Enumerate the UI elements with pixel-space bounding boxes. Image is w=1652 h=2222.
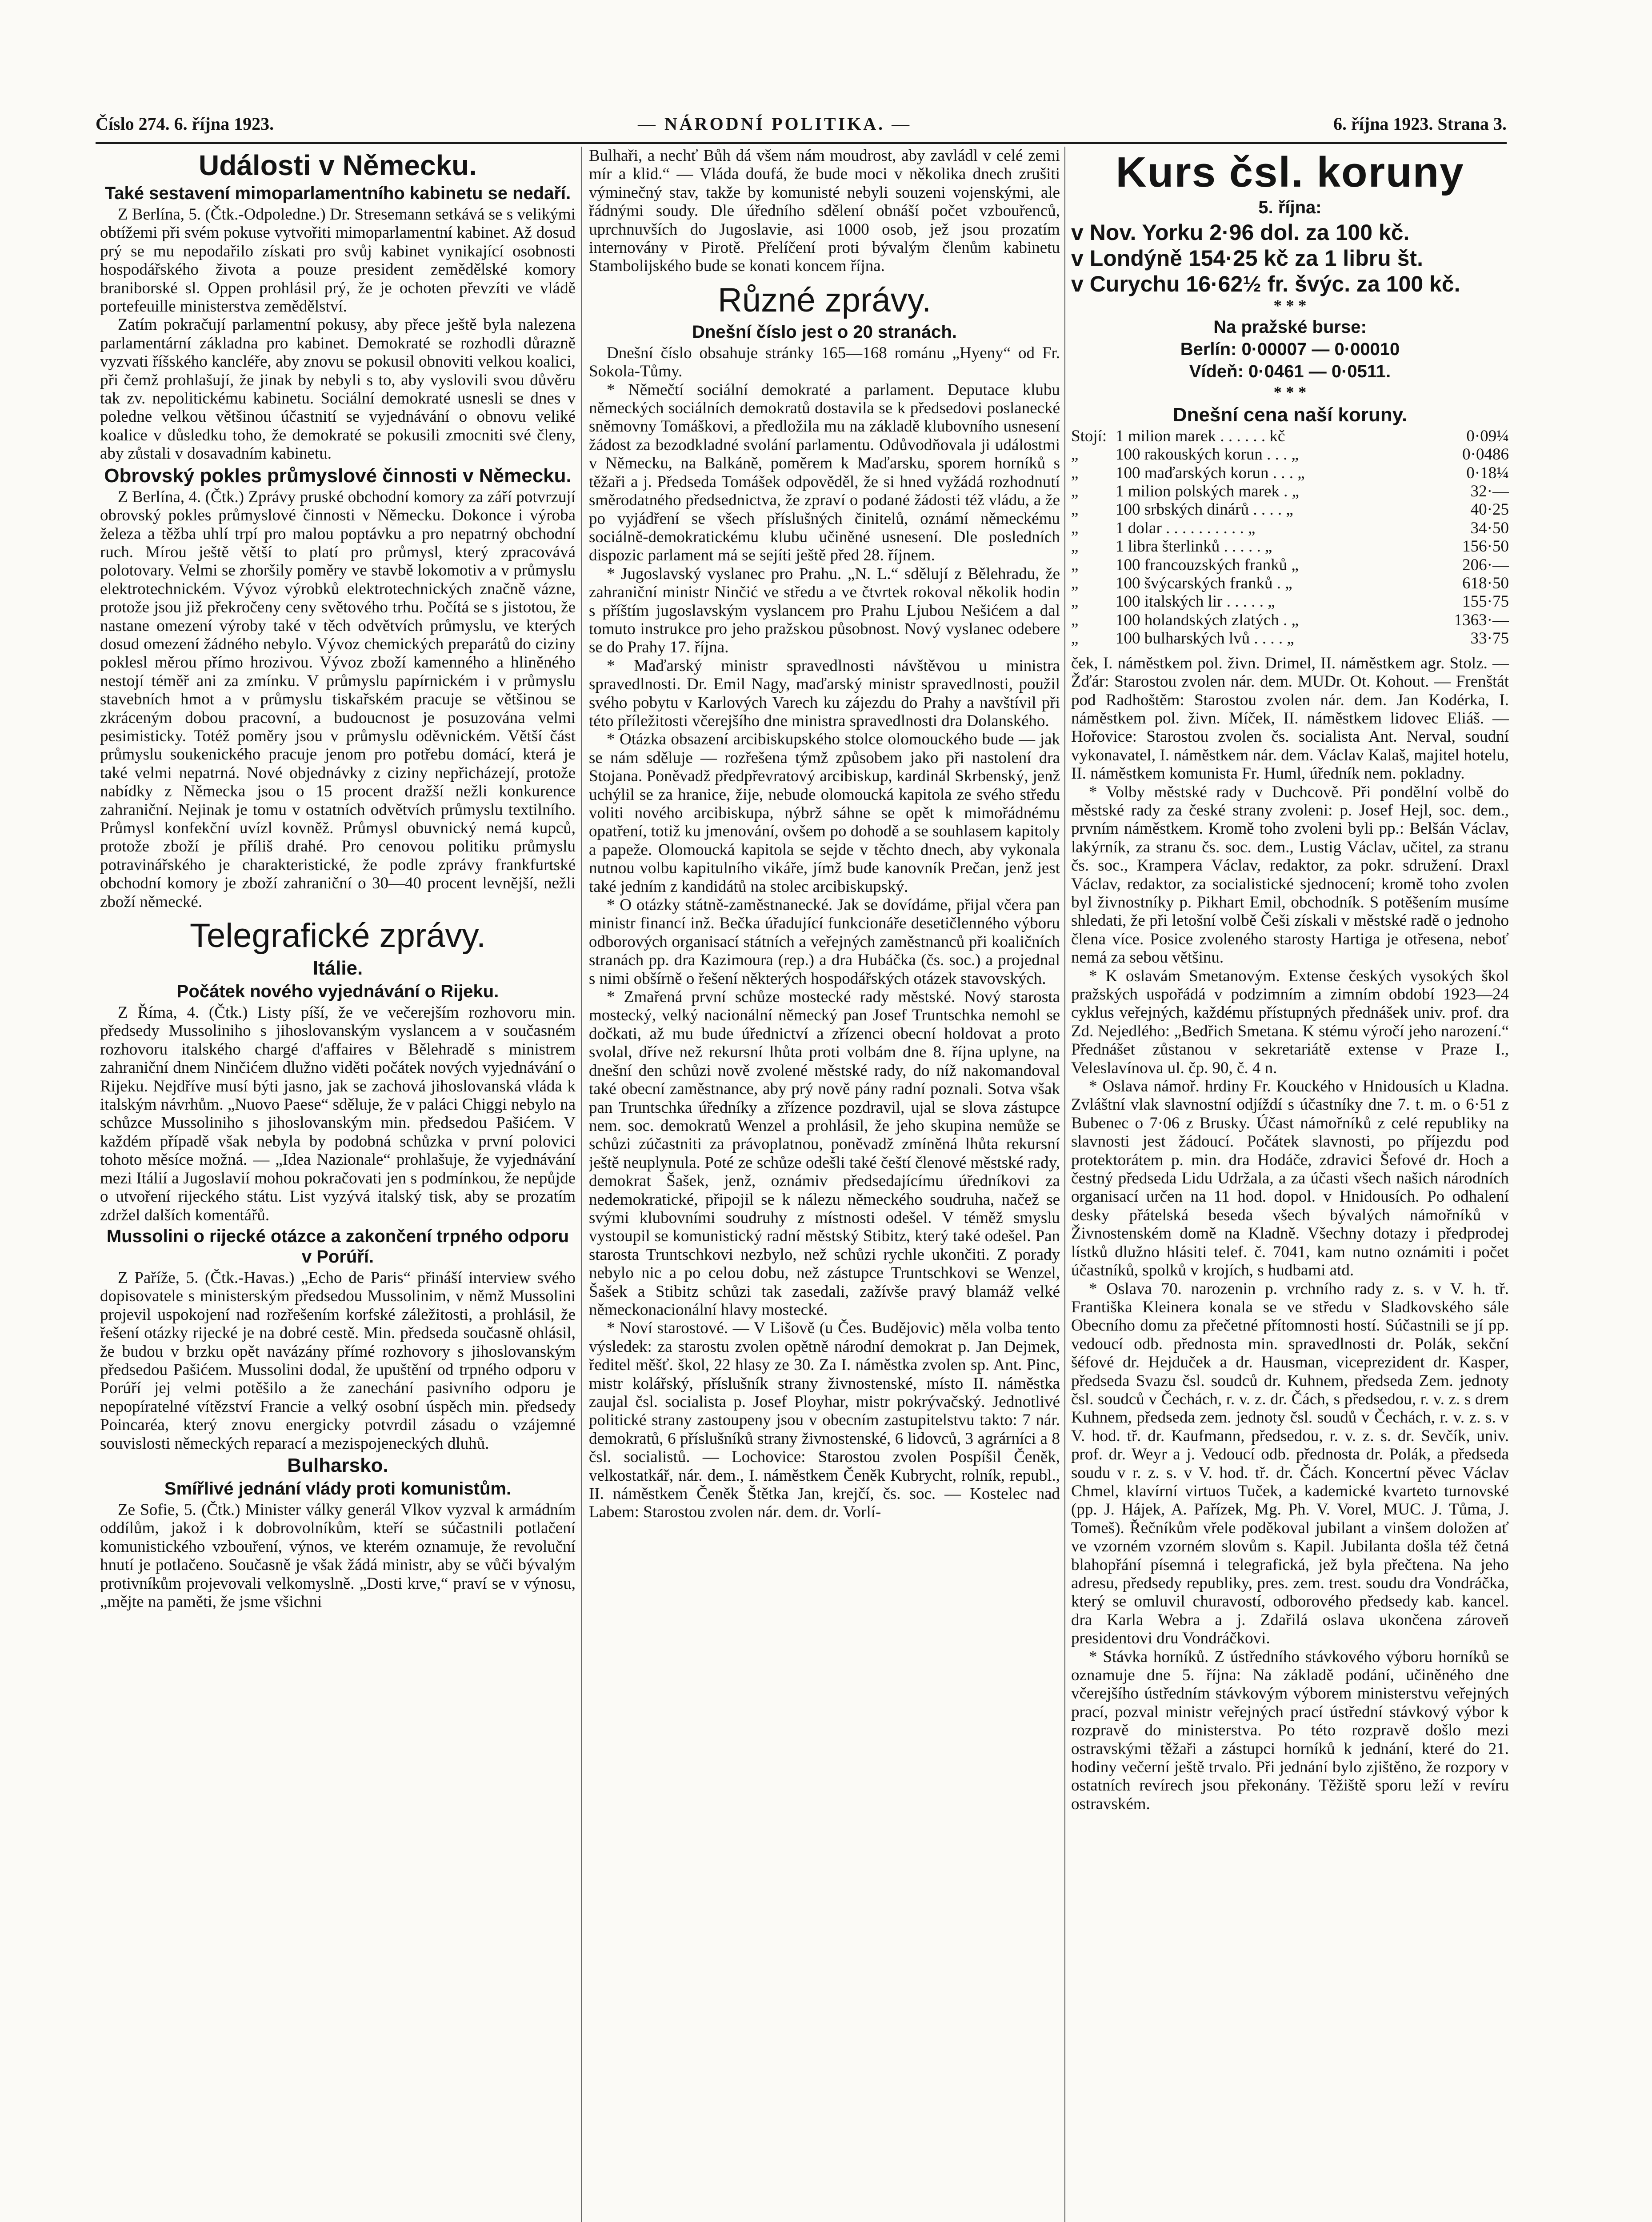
exchange-rate-new-york: v Nov. Yorku 2·96 dol. za 100 kč. — [1071, 220, 1410, 245]
article-heading-bulgaria: Bulharsko. — [287, 1454, 388, 1476]
price-value: 40·25 — [1470, 500, 1509, 519]
price-value: 156·50 — [1462, 537, 1509, 556]
price-row — [1071, 464, 1509, 482]
price-value: 618·50 — [1462, 574, 1509, 593]
price-prefix: „ — [1071, 464, 1079, 482]
article-paragraph: Z Říma, 4. (Čtk.) Listy píší, že ve večerejším rozhovoru min. předsedy Mussoliniho s jihoslovanským vyslancem a v současném rozhovoru italského chargé d'affaires v Bělehradě s ministrem zahraniční dnem Ninčićem dlužno viděti počátek nových vyjednávání o Rijeku. Nejdříve musí býti jasno, jak se zachová jihoslovanská vláda k italským návrhům. „Nuovo Paese“ sděluje, že v paláci Chiggi nebylo na schůzce Mussoliniho s jihoslovanským min. předsedou Pašićem. V každém případě však nebyla by podobná schůzka v první polovici tohoto měsíce možná. — „Idea Nazionale“ prohlašuje, že vyjednávání mezi Itálií a Jugoslavií mohou pokračovati jen s podmínkou, že nepůjde o utvoření rijeckého státu. List vyzývá italský tisk, aby se prozatím zdržel dalších komentářů. — [100, 1003, 576, 1224]
price-row — [1071, 556, 1509, 574]
price-row — [1071, 592, 1509, 611]
price-prefix: „ — [1071, 519, 1079, 537]
price-prefix: „ — [1071, 500, 1079, 519]
price-prefix: „ — [1071, 592, 1079, 611]
price-row — [1071, 629, 1509, 647]
price-row — [1071, 519, 1509, 537]
price-item: 1 libra šterlinků . . . . . „ — [1116, 537, 1272, 556]
price-prefix: „ — [1071, 629, 1079, 648]
price-item: 1 dolar . . . . . . . . . . „ — [1116, 519, 1256, 537]
article-paragraph: Z Paříže, 5. (Čtk.-Havas.) „Echo de Paris“ přináší interview svého dopisovatele s ministerským předsedou Mussolinim, v němž Mussolini projevil uspokojení nad rozřešením korfské záležitosti, a prohlásil, že řešení otázky rijecké je na dobré cestě. Min. předseda současně ohlásil, že budou v brzku opět navázány přímé rozhovory s jihoslovanským předsedou Pašićem. Mussolini dodal, že upuštění od trpného odporu v Porúří jej velmi potěšilo a že zanechání pasivního odporu je nepopíratelné vítězství Francie a velký osobní úspěch min. předsedy Poincaréa, který znovu energicky potvrdil zásadu o vzájemné souvislosti německých reparací a mezispojeneckých dluhů. — [100, 1268, 576, 1453]
article-paragraph: Dnešní číslo obsahuje stránky 165—168 románu „Hyeny“ od Fr. Sokola-Tůmy. — [589, 344, 1060, 381]
price-prefix: „ — [1071, 574, 1079, 593]
article-heading-italy: Itálie. — [312, 957, 363, 979]
article-subheading-cabinet: Také sestavení mimoparlamentního kabinetu se nedaří. — [104, 184, 571, 203]
section-heading-news: Různé zprávy. — [717, 281, 932, 319]
price-value: 206·— — [1462, 556, 1509, 574]
price-item: 100 rakouských korun . . . „ — [1116, 445, 1299, 464]
article-subheading-communists: Smířlivé jednání vlády proti komunistům. — [164, 1479, 512, 1499]
price-row — [1071, 574, 1509, 592]
issue-pages-note: Dnešní číslo jest o 20 stranách. — [692, 322, 957, 342]
price-item: 100 italských lir . . . . . „ — [1116, 592, 1275, 611]
article-paragraph: ček, I. náměstkem pol. živn. Drimel, II. náměstkem agr. Stolz. — Žďár: Starostou zvolen nár. dem. MUDr. Ot. Kohout. — Frenštát pod Radhoštěm: Starostou zvolen nár. dem. Jan Kodérka, I. náměstkem pol. živn. Míček, II. náměstkem lidovec Eliáš. — Hořovice: Starostou zvolen čs. socialista Ant. Nerval, soudní vykonavatel, I. náměstkem nár. dem. Václav Kalaš, majitel hotelu, II. náměstkem komunista Fr. Huml, úředník nem. pokladny. — [1071, 654, 1509, 783]
divider-stars: * * * — [1273, 384, 1307, 402]
article-paragraph: * Maďarský ministr spravedlnosti návštěvou u ministra spravedlnosti. Dr. Emil Nagy, maďarský ministr spravedlnosti, použil svého pobytu v Karlových Varech ku zájezdu do Prahy a navštívil při této příležitosti včerejšího dne ministra spravedlnosti dra Dolanského. — [589, 656, 1060, 730]
price-row — [1071, 611, 1509, 629]
divider-stars: * * * — [1273, 297, 1307, 315]
header-rule — [96, 142, 1507, 144]
article-paragraph: Z Berlína, 5. (Čtk.-Odpoledne.) Dr. Stresemann setkává se s velikými obtížemi při svém pokuse vytvořiti mimoparlamentní kabinet. Až dosud prý se mu nepodařilo získati pro svůj kabinet vynikající osobnosti hospodářského života a pouze president zemědělské komory braniborské sl. Oppen prohlásil prý, že je ochoten převzíti ve vládě portefeuille ministerstva zemědělství. — [100, 205, 576, 316]
page-header — [96, 113, 1507, 144]
page-date-number: 6. října 1923. Strana 3. — [1333, 114, 1507, 134]
price-item: 100 bulharských lvů . . . . „ — [1116, 629, 1294, 648]
article-paragraph: * Oslava námoř. hrdiny Fr. Kouckého v Hnidousích u Kladna. Zvláštní vlak slavnostní odjíždí s účastníky dne 7. t. m. o 6·51 z Bubenec o 7·06 z Brusky. Účast námořníků z celé republiky na slavnosti jest žádoucí. Počátek slavnosti, po příjezdu pod protektorátem p. min. dra Hodáče, zdravici Šefové dr. Hoch a čestný předseda Lidu Udržala, a za účasti všech našich národních organisací určen na 11 hod. dopol. v Hnidousích. Po odhalení desky přátelská beseda všech bývalých námořníků v Živnostenském domě na Kladně. Všechny dotazy i předprodej lístků dlužno hlásiti telef. č. 7041, kam nutno oznámiti i počet účastníků, spolků v krojích, s hudbami atd. — [1071, 1077, 1509, 1280]
price-row — [1071, 500, 1509, 519]
column-2 — [589, 147, 1060, 2222]
burse-vienna: Vídeň: 0·0461 — 0·0511. — [1189, 362, 1391, 382]
price-value: 34·50 — [1470, 519, 1509, 537]
article-subheading-rijeka: Počátek nového vyjednávání o Rijeku. — [176, 982, 499, 1002]
price-prefix: „ — [1071, 611, 1079, 629]
article-paragraph: * Oslava 70. narozenin p. vrchního rady z. s. v V. h. tř. Františka Kleinera konala se ve středu v Sladkovského sále Obecního domu za přečetné přítomnosti hostí. Súčastnili se jí pp. vedoucí odb. přednosta min. spravedlnosti dr. Polák, sekční šéfové dr. Hejduček a dr. Hausman, viceprezident dr. Kasper, předseda Svazu čsl. soudců dr. Kuhnem, předseda Zem. jednoty čsl. soudců v Čechách, r. v. z. dr. Čách, s předsedou, r. v. z. s drem Kuhnem, předseda zem. jednoty čsl. soudů v Čechách, r. v. z. s. v V. hod. tř. dr. Kaufmann, předsedou, r. v. z. s. dr. Sevčík, univ. prof. dr. Weyr a j. Vedoucí odb. přednosta dr. Polák, a předseda soudu v r. z. s. v V. hod. tř. dr. Čách. Koncertní pěvec Václav Chmel, klavírní virtuos Tuček, a kademické kvarteto turnovské (pp. J. Hájek, A. Pařízek, Mg. Ph. V. Vorel, MUC. J. Tůma, J. Tomeš). Řečníkům vřele poděkoval jubilant a vinšem doložen ať ve vzorném vzorném slovům s. Kapil. Jubilanta došla též četná blahopřání písemná i telegrafická, jež byla přečtena. Na jeho adresu, předsedy republiky, pres. zem. trest. soudu dra Vondráčka, který se omluvil churavostí, odborového předsedy kab. kancel. dra Karla Webra a j. Zdařilá oslava ukončena zároveň presidentovi dru Vondráčkovi. — [1071, 1279, 1509, 1648]
article-paragraph: * O otázky státně-zaměstnanecké. Jak se dovídáme, přijal včera pan ministr financí inž. Bečka úřadující funkcionáře desetičlenného výboru odborových organisací státních a veřejných zaměstnanců při koaličních stranách pp. dra Kazimoura (rep.) a dra Hubáčka (čs. soc.) a projednal s nimi obšírně o řešení některých hospodářských otázek stavovských. — [589, 896, 1060, 988]
price-item: 100 srbských dinárů . . . . „ — [1116, 500, 1293, 519]
article-paragraph: Bulhaři, a nechť Bůh dá všem nám moudrost, aby zavládl v celé zemi mír a klid.“ — Vláda doufá, že bude moci v několika dnech zrušiti výminečný stav, takže by komunisté nebyli souzeni vojenskými, ale řádnými soudy. Dle úředního sdělení obnáší počet vzbouřenců, uprchnuvších do Jugoslavie, asi 1000 osob, jež jsou prozatím internovány v Pirotě. Přelíčení proti bývalým členům kabinetu Stambolijského bude se konati koncem října. — [589, 147, 1060, 276]
article-paragraph: Zatím pokračují parlamentní pokusy, aby přece ještě byla nalezena parlamentární základna pro kabinet. Demokraté se rozhodli důrazně vyzvati říšského kancléře, aby znovu se pokusil obnoviti velkou koalici, při čemž prohlašují, že jinak by nebyli s to, aby vyslovili svou důvěru tak zv. nepolitickému kabinetu. Sociální demokraté usnesli se dnes v poledne velkou většinou účastnití se vyjednávání o obnovu veliké koalice v důsledku toho, že demokraté se pokusili zmocniti své členy, aby zůstali v dosavadním kabinetu. — [100, 316, 576, 463]
price-item: 1 milion marek . . . . . . kč — [1116, 427, 1285, 445]
price-value: 155·75 — [1462, 592, 1509, 611]
burse-berlin: Berlín: 0·00007 — 0·00010 — [1180, 340, 1400, 360]
price-row — [1071, 482, 1509, 500]
crown-price-heading: Dnešní cena naší koruny. — [1172, 404, 1408, 426]
price-row — [1071, 445, 1509, 464]
exchange-rate-london: v Londýně 154·25 kč za 1 libru št. — [1071, 246, 1423, 271]
price-value: 0·18¼ — [1466, 464, 1509, 482]
price-prefix: „ — [1071, 445, 1079, 464]
exchange-rate-title: Kurs čsl. koruny — [1116, 148, 1464, 196]
section-heading-telegrams: Telegrafické zprávy. — [190, 917, 486, 955]
column-1 — [100, 147, 576, 2222]
article-paragraph: * Němečtí sociální demokraté a parlament. Deputace klubu německých sociálních demokratů dostavila se k předsedovi poslanecké sněmovny Tomáškovi, a předložila mu na základě klubovního usnesení žádost za bezodkladné svolání parlamentu. Odůvodňovala ji událostmi v Německu, na Balkáně, poměrem k Maďarsku, sporem horníků s těžaři a j. Předseda Tomášek odpověděl, že si hned vyžádá rozhodnutí směrodatného předsednictva, že zpraví o podané žádosti též vládu, a že po vyjádření se všech příslušných činitelů, oznámí německému sociálně-demokratickému klubu učiněné usnesení. Dle posledních dispozic parlament má se sejíti ještě před 28. říjnem. — [589, 380, 1060, 565]
article-paragraph: * Volby městské rady v Duchcově. Při pondělní volbě do městské rady za české strany zvoleni: p. Josef Hejl, soc. dem., prvním náměstkem. Kromě toho zvoleni byli pp.: Belšán Václav, lakýrník, za stranu čs. soc. dem., Lustig Václav, učitel, za stranu čs. soc., Krampera Václav, redaktor, za pokr. sdružení. Draxl Václav, redaktor, za socialistické sjednocení; kromě toho zvolen byl živnostníky p. Pikhart Emil, obchodník. S potěšením musíme shledati, že při letošní volbě Češi získali v městské radě o jednoho člena více. Posice zvoleného starosty Hartiga je otřesena, neboť nemá za sebou většinu. — [1071, 783, 1509, 967]
article-paragraph: * K oslavám Smetanovým. Extense českých vysokých škol pražských uspořádá v podzimním a zimním období 1923—24 cyklus veřejných, každému přístupných přednášek univ. prof. dra Zd. Nejedlého: „Bedřich Smetana. K stému výročí jeho narození.“ Přednášet zůstanou v sekretariátě extense v Praze I., Veleslavínova ul. čp. 90, č. 4 n. — [1071, 967, 1509, 1077]
price-item: 1 milion polských marek . „ — [1116, 482, 1300, 501]
price-item: 100 francouzských franků „ — [1116, 556, 1299, 574]
article-paragraph: * Otázka obsazení arcibiskupského stolce olomouckého bude — jak se nám sděluje — rozřešena týmž způsobem jako při nastolení dra Stojana. Poněvadž předpřevratový arcibiskup, kardinál Skrbenský, jenž uchýlil se za hranice, žije, nebude olomoucká kapitola ze svého středu voliti nového arcibiskupa, nýbrž sáhne se opět k mimořádnému opatření, totiž ku jmenování, ovšem po dohodě a se souhlasem kapitoly a papeže. Olomoucká kapitola se sejde v těchto dnech, aby vykonala nutnou volbu kapitulního vikáře, jímž bude kanovník Prečan, jenž jest také jedním z kandidátů na stolec arcibiskupský. — [589, 730, 1060, 896]
article-paragraph: * Noví starostové. — V Lišově (u Čes. Budějovic) měla volba tento výsledek: za starostu zvolen opětně národní demokrat p. Jan Dejmek, ředitel měšť. škol, 22 hlasy ze 30. Za I. náměstka zvolen sp. Ant. Pinc, mistr kolářský, příslušník strany živnostenské, místo II. náměstka zaujal čsl. socialista p. Josef Ployhar, mistr pokrývačský. Jednotlivé politické strany zastoupeny jsou v obecním zastupitelstvu takto: 7 nár. demokratů, 6 příslušníků strany živnostenské, 6 lidovců, 3 agrárníci a 8 čsl. socialistů. — Lochovice: Starostou zvolen Pospíšil Čeněk, velkostatkář, nár. dem., I. náměstkem Čeněk Kubrycht, rolník, republ., II. náměstkem Čeněk Štětka Jan, krejčí, čs. soc. — Kostelec nad Labem: Starostou zvolen nár. dem. dr. Vorlí- — [589, 1319, 1060, 1522]
article-paragraph: * Zmařená první schůze mostecké rady městské. Nový starosta mostecký, velký nacionální německý pan Josef Truntschka nemohl se dočkati, až mu bude úřednictví a zřízenci obecní holdovat a proto svolal, dříve než rekursní lhůta proti volbám dne 8. října uplyne, na dnešní den schůzi nově zvolené městské rady, do níž nakomandoval také obecní zaměstnance, aby prý nově pány radní poznali. Sotva však pan Truntschka úředníky a zřízence pozdravil, ujal se slova zástupce nem. soc. demokratů Wenzel a prohlásil, že jeho skupina nemůže se schůzi zúčastniti za právoplatnou, poněvadž zmíněná lhůta rekursní ještě neuplynula. Poté ze schůze odešli také čeští členové městské rady, demokrat Šašek, jenž, oznámiv předsedajícímu úředníkovi za nedemokratické, připojil se k nálezu německého soudruha, načež se svými klubovními soudruhy z místnosti odešel. V téměž smyslu vystoupil se komunistický radní městský Stibitz, který také odešel. Pan starosta Truntschkovi nezbylo, než schůzi rychle ukončiti. Z porady nebylo nic a po celou dobu, než zástupce Truntschkovi se Wenzel, Šašek a Stibitz schůzi tak zasedali, zažívše pravý blamáž velké německonacionální hlavy mostecké. — [589, 988, 1060, 1319]
exchange-rate-date: 5. října: — [1258, 198, 1322, 217]
price-prefix: „ — [1071, 556, 1079, 574]
article-heading-mussolini: Mussolini o rijecké otázce a zakončení trpného odporu v Porúří. — [106, 1226, 569, 1267]
price-value: 1363·— — [1454, 611, 1509, 629]
price-value: 33·75 — [1470, 629, 1509, 648]
column-3 — [1071, 147, 1509, 2222]
article-heading-industry: Obrovský pokles průmyslové činnosti v Německu. — [104, 464, 572, 487]
issue-number-date: Číslo 274. 6. října 1923. — [96, 114, 274, 134]
column-divider-1 — [581, 147, 582, 2222]
price-item: 100 maďarských korun . . . „ — [1116, 464, 1305, 482]
article-paragraph: Z Berlína, 4. (Čtk.) Zprávy pruské obchodní komory za září potvrzují obrovský pokles průmyslové činnosti v Německu. Dokonce i výroba železa a těžba uhlí trpí pro malou poptávku a pro nepatrný obchodní ruch. Mírou ještě větší to platí pro průmysl, který zpracovává polotovary. Velmi se zhoršily poměry ve stavbě lokomotiv a v průmyslu elektrotechnickém. Vývoz výrobků elektrotechnických značně vázne, protože jsou již překročeny ceny světového trhu. Počítá se s jistotou, že nastane omezení výroby také v těch odvětvích průmyslu, ve kterých dosud omezení žádného nebylo. Vývoz chemických preparátů do ciziny poklesl měrou přímo hrozivou. Vývoz zboží kamenného a hliněného nestojí téměř ani za zmínku. V průmyslu papírnickém i v průmyslu stavebních hmot a v průmyslu tiskařském pracuje se většinou se zkráceným dobou pracovní, a budoucnost je posuzována velmi pesimisticky. Totéž poměry jsou v průmyslu oděvnickém. Větší část průmyslu soukenického pracuje jenom pro potřebu domácí, která je také velmi nepatrná. Nové objednávky z ciziny nepřicházejí, protože nabídky z Německa jsou o 15 procent dražší nežli konkurence zahraniční. Nejinak je tomu v ostatních odvětvích průmyslu textilního. Průmysl konfekční uvízl kovněž. Průmysl obuvnický nemá kupců, protože zboží je příliš drahé. Pro cenovou politiku průmyslu potravinářského je charakteristické, že podle zprávy frankfurtské obchodní komory je zboží zahraniční o 30—40 procent levnější, nežli zboží německé. — [100, 488, 576, 911]
price-row — [1071, 427, 1509, 445]
article-paragraph: * Stávka horníků. Z ústředního stávkového výboru horníků se oznamuje dne 5. října: Na základě podání, učiněného dne včerejšího ústředním stávkovým výborem ministerstvu veřejných prací, pozval ministr veřejných prací ústřední stávkový výbor k rozpravě do ministerstva. Po této rozpravě došlo mezi ostravskými těžaři a zástupci horníků k jednání, které do 21. hodiny večerní ještě trvalo. Při jednání bylo zjištěno, že rozpory v ostatních revírech jsou překonány. Těžiště sporu leží v revíru ostravském. — [1071, 1647, 1509, 1813]
price-prefix: Stojí: — [1071, 427, 1107, 445]
article-paragraph: * Jugoslavský vyslanec pro Prahu. „N. L.“ sdělují z Bělehradu, že zahraniční ministr Ninčić ve středu a ve čtvrtek rokoval několik hodin s příštím jugoslavským vyslancem pro Prahu Ljubou Nešićem a dal tomuto instrukce pro jeho pražskou působnost. Nový vyslanec odebere se do Prahy 17. října. — [589, 564, 1060, 657]
exchange-rate-zurich: v Curychu 16·62½ fr. švýc. za 100 kč. — [1071, 272, 1460, 296]
price-row — [1071, 537, 1509, 556]
price-item: 100 holandských zlatých . „ — [1116, 611, 1299, 629]
newspaper-title: — NÁRODNÍ POLITIKA. — — [638, 114, 912, 134]
price-item: 100 švýcarských franků . „ — [1116, 574, 1292, 593]
column-divider-2 — [1064, 147, 1065, 2222]
article-heading-germany: Události v Německu. — [199, 149, 477, 181]
price-prefix: „ — [1071, 482, 1079, 501]
price-prefix: „ — [1071, 537, 1079, 556]
crown-price-table — [1071, 427, 1509, 648]
article-paragraph: Ze Sofie, 5. (Čtk.) Minister války generál Vlkov vyzval k armádním oddílům, jakož i k dobrovolníkům, kteří se súčastnili potlačení komunistického vzbouření, výnos, ve kterém oznamuje, že revoluční hnutí je potlačeno. Současně je však žádá ministr, aby se vůči bývalým protivníkům projevovali velkomyslně. „Dosti krve,“ praví se v výnosu, „mějte na paměti, že jsme všichni — [100, 1500, 576, 1611]
price-value: 0·0486 — [1462, 445, 1509, 464]
price-value: 32·— — [1470, 482, 1509, 501]
price-value: 0·09¼ — [1466, 427, 1509, 445]
prague-burse-heading: Na pražské burse: — [1213, 317, 1367, 337]
